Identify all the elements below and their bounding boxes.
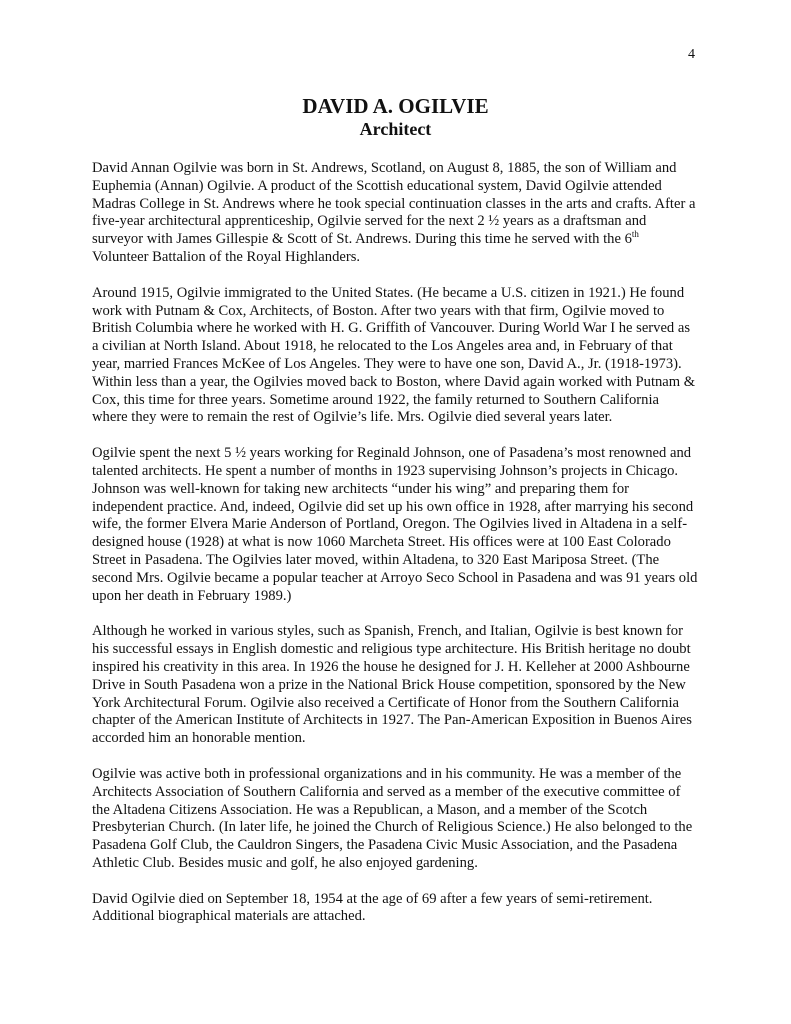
paragraph-text-tail: Volunteer Battalion of the Royal Highlanders. xyxy=(92,248,361,265)
paragraph-styles-awards: Although he worked in various styles, such as Spanish, French, and Italian, Ogilvie is best known for his successful essays in English domestic and religious type architecture. His British heritage no doubt inspired his creativity in this area. In 1926 the house he designed for J. H. Kelleher at 2000 Ashbourne Drive in South Pasadena won a prize in the National Brick House competition, sponsored by the New York Architectural Forum. Ogilvie also received a Certificate of Honor from the Southern California chapter of the American Institute of Architects in 1927. The Pan-American Exposition in Buenos Aires accorded him an honorable mention. xyxy=(92,623,692,747)
ordinal-superscript: th xyxy=(631,229,639,240)
paragraph-text: David Annan Ogilvie was born in St. Andrews, Scotland, on August 8, 1885, the son of William and Euphemia (Annan) Ogilvie. A product of the Scottish educational system, David Ogilvie attended Madras College in St. Andrews where he took special continuation classes in the arts and crafts. After a five-year architectural apprenticeship, Ogilvie served for the next 2 ½ years as a draftsman and surveyor with James Gillespie & Scott of St. Andrews. During this time he served with the 6 xyxy=(92,160,696,248)
paragraph-community: Ogilvie was active both in professional organizations and in his community. He was a member of the Architects Association of Southern California and served as a member of the executive committee of the Altadena Citizens Association. He was a Republican, a Mason, and a member of the Scotch Presbyterian Church. (In later life, he joined the Church of Religious Science.) He also belonged to the Pasadena Golf Club, the Cauldron Singers, the Pasadena Civic Music Association, and the Pasadena Athletic Club. Besides music and golf, he also enjoyed gardening. xyxy=(92,765,693,871)
paragraph-career: Ogilvie spent the next 5 ½ years working for Reginald Johnson, one of Pasadena’s most renowned and talented architects. He spent a number of months in 1923 supervising Johnson’s projects in Chicago. Johnson was well-known for taking new architects “under his wing” and preparing them for independent practice. And, indeed, Ogilvie did set up his own office in 1928, after marrying his second wife, the former Elvera Marie Anderson of Portland, Oregon. The Ogilvies lived in Altadena in a self-designed house (1928) at what is now 1060 Marcheta Street. His offices were at 100 East Colorado Street in Pasadena. The Ogilvies later moved, within Altadena, to 320 East Mariposa Street. (The second Mrs. Ogilvie became a popular teacher at Arroyo Seco School in Pasadena and was 91 years old upon her death in February 1989.) xyxy=(92,445,698,604)
page-number: 4 xyxy=(688,47,695,62)
paragraph-early-life xyxy=(92,160,698,267)
paragraph-death: David Ogilvie died on September 18, 1954 at the age of 69 after a few years of semi-retirement. Additional biographical materials are attached. xyxy=(92,890,653,925)
paragraph-immigration: Around 1915, Ogilvie immigrated to the United States. (He became a U.S. citizen in 1921.) He found work with Putnam & Cox, Architects, of Boston. After two years with that firm, Ogilvie moved to British Columbia where he worked with H. G. Griffith of Vancouver. During World War I he served as a civilian at North Island. About 1918, he relocated to the Los Angeles area and, in February of that year, married Frances McKee of Los Angeles. They were to have one son, David A., Jr. (1918-1973). Within less than a year, the Ogilvies moved back to Boston, where David again worked with Putnam & Cox, this time for three years. Sometime around 1922, the family returned to Southern California where they were to remain the rest of Ogilvie’s life. Mrs. Ogilvie died several years later. xyxy=(92,284,696,426)
document-body xyxy=(92,160,698,944)
page-subtitle: Architect xyxy=(359,119,432,139)
page-title: DAVID A. OGILVIE xyxy=(302,94,489,118)
